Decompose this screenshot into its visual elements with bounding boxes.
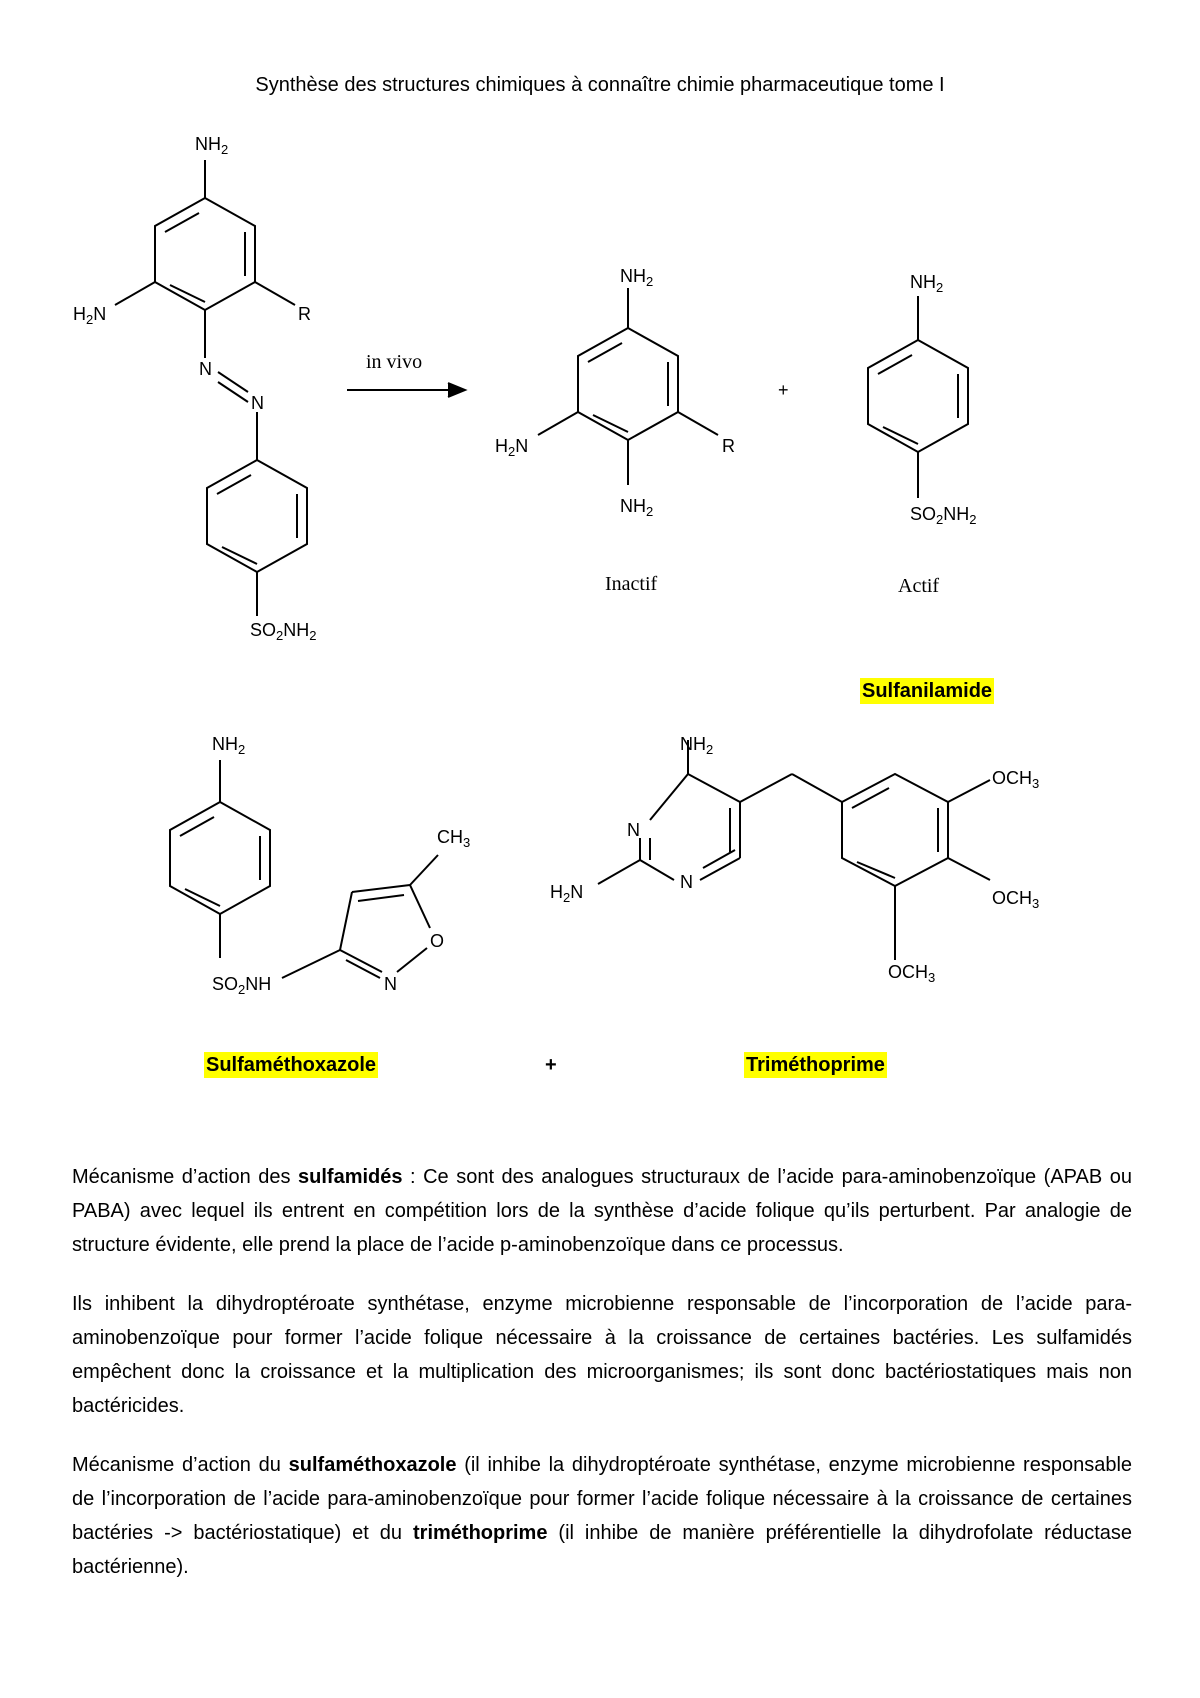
inactive-left-amine: H2N: [495, 436, 529, 459]
p1-text: : Ce sont des analogues structuraux de l’acide para-aminobenzoïque (APAB ou PABA) avec lequel ils entrent en compétition lors de la synthèse d’acide folique qu’ils perturbent. Par analogie de structure évidente, elle prend la place de l’acide p-aminobenzoïque dans ce processus.: [72, 1166, 1132, 1256]
prodrug-r-group: R: [298, 304, 311, 324]
sulfanilamide-sulfonamide: SO2NH2: [910, 504, 977, 527]
p1-prefix: Mécanisme d’action des: [72, 1166, 299, 1188]
active-caption: Actif: [898, 575, 940, 597]
p2-text: Ils inhibent la dihydroptéroate synthétase, enzyme microbienne responsable de l’incorporation de l’acide para-aminobenzoïque pour former l’acide folique nécessaire à la croissance de certaines bactéries. Les sulfamidés empêchent donc la croissance et la multiplication des microorganismes; ils sont donc bactériostatiques mais non bactéricides.: [72, 1293, 1132, 1417]
paragraph-inhibition: [72, 1287, 1132, 1423]
sulfamethoxazole-label: Sulfaméthoxazole: [206, 1054, 377, 1076]
scheme-plus-sign: +: [778, 380, 789, 400]
sulfanilamide-label: Sulfanilamide: [862, 680, 993, 702]
paragraph-sulfamides-mechanism: [72, 1160, 1132, 1262]
smx-methyl: CH3: [437, 827, 471, 850]
p1-bold-term: sulfamidés: [298, 1166, 403, 1188]
prodrug-left-amine: H2N: [73, 304, 107, 327]
p3-bold-trimethoprim: triméthoprime: [413, 1522, 548, 1544]
p3-bold-sulfamethoxazole: sulfaméthoxazole: [288, 1454, 457, 1476]
paragraph-smx-tmp-mechanism: [72, 1448, 1132, 1584]
sulfanilamide-structure: [868, 272, 977, 597]
tmp-amine-top: NH2: [680, 734, 714, 757]
trimethoprim-structure: [550, 734, 1039, 985]
tmp-methoxy-2: OCH3: [992, 888, 1040, 911]
tmp-methoxy-3: OCH3: [888, 962, 936, 985]
prodrug-top-amine: NH2: [195, 134, 229, 157]
trimethoprim-label: Triméthoprime: [746, 1054, 885, 1076]
p3-prefix: Mécanisme d’action du: [72, 1454, 289, 1476]
p3-rest: (il inhibe de manière préférentielle la dihydrofolate réductase bactérienne).: [72, 1522, 1132, 1578]
inactive-product-structure: [495, 266, 735, 595]
prodrug-azo-n1: N: [199, 359, 212, 379]
tmp-ring-n1: N: [627, 820, 640, 840]
prodrug-structure: [73, 134, 317, 643]
sulfamethoxazole-structure: [170, 734, 470, 997]
smx-sulfonamide: SO2NH: [212, 974, 272, 997]
inactive-top-amine: NH2: [620, 266, 654, 289]
tmp-ring-n3: N: [680, 872, 693, 892]
tmp-amine-left: H2N: [550, 882, 584, 905]
smx-amine: NH2: [212, 734, 246, 757]
inactive-r-group: R: [722, 436, 735, 456]
sulfanilamide-top-amine: NH2: [910, 272, 944, 295]
prodrug-azo-n2: N: [251, 393, 264, 413]
p3-mid: (il inhibe la dihydroptéroate synthétase, enzyme microbienne responsable de l’incorporation de l’acide para-aminobenzoïque pour former l’acide folique nécessaire à la croissance de certaines bactéries -> bactériostatique) et du: [72, 1454, 1133, 1544]
reaction-label: in vivo: [366, 351, 423, 373]
prodrug-sulfonamide: SO2NH2: [250, 620, 317, 643]
smx-ring-nitrogen: N: [384, 974, 397, 994]
tmp-methoxy-1: OCH3: [992, 768, 1040, 791]
inactive-bottom-amine: NH2: [620, 496, 654, 519]
combo-plus-sign: +: [545, 1054, 557, 1076]
smx-ring-oxygen: O: [430, 931, 445, 951]
page-title: Synthèse des structures chimiques à connaître chimie pharmaceutique tome I: [255, 74, 945, 96]
reaction-arrow: [347, 351, 465, 397]
inactive-caption: Inactif: [605, 573, 658, 595]
